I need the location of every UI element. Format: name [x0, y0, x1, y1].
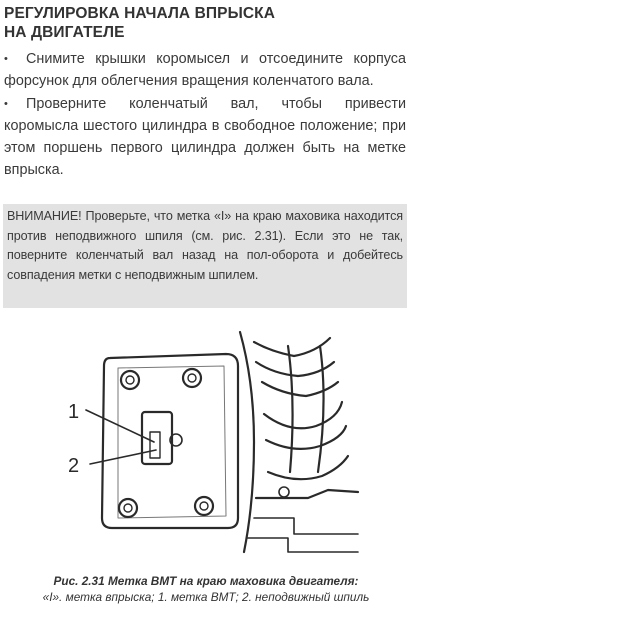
bullet-icon: • — [4, 97, 8, 110]
warning-box — [3, 204, 407, 308]
caption-text: «I». метка впрыска; 1. метка ВМТ; 2. неподвижный шпиль — [42, 590, 370, 604]
caption-title: Рис. 2.31 Метка ВМТ на краю маховика двигателя: — [53, 574, 359, 588]
warning-text: ВНИМАНИЕ! Проверьте, что метка «I» на краю маховика находится против неподвижного шпиля (см. рис. 2.31). Если это не так, поверните коленчатый вал назад на пол-оборота и добейтесь совпадения метки с неподвижным шпилем. — [7, 209, 403, 282]
bolt-icon — [121, 371, 139, 389]
heading-line-2: НА ДВИГАТЕЛЕ — [4, 24, 125, 41]
callout-2: 2 — [68, 455, 80, 477]
figure-caption — [4, 573, 408, 605]
flywheel-diagram — [58, 322, 388, 562]
instruction-list — [4, 48, 406, 182]
section-heading — [4, 4, 404, 42]
flywheel-figure — [58, 322, 388, 562]
crankshaft-outline — [240, 332, 254, 552]
callout-1: 1 — [68, 401, 80, 423]
instruction-item — [4, 48, 406, 93]
bolt-icon — [119, 499, 137, 517]
heading-line-1: РЕГУЛИРОВКА НАЧАЛА ВПРЫСКА — [4, 5, 276, 22]
instruction-text: Снимите крышки коромысел и отсоедините корпуса форсунок для облегчения вращения коленчатого вала. — [4, 51, 406, 90]
bullet-icon: • — [4, 53, 8, 65]
bolt-icon — [183, 369, 201, 387]
instruction-text: Проверните коленчатый вал, чтобы привести коромысла шестого цилиндра в свободное положение; при этом поршень первого цилиндра должен быть на метке впрыска. — [4, 95, 406, 179]
instruction-item — [4, 93, 406, 182]
bolt-icon — [195, 497, 213, 515]
